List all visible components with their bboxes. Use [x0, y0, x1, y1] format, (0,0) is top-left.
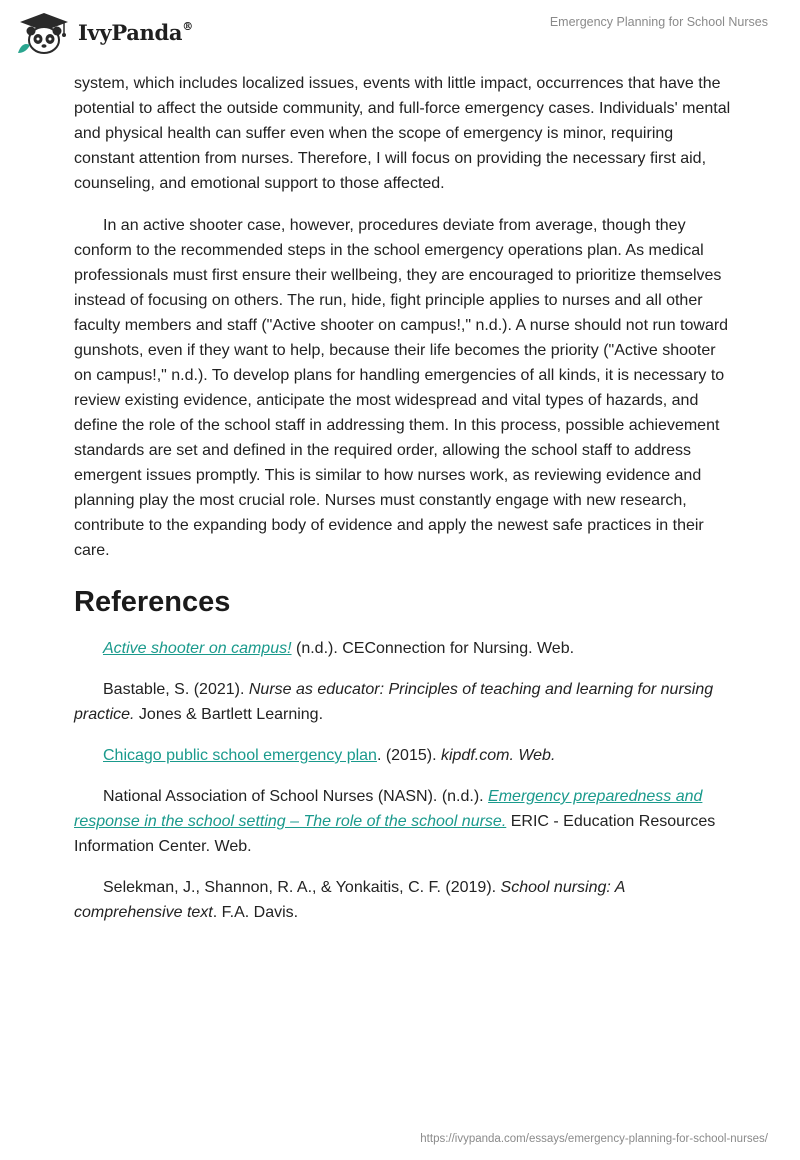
essay-content: [74, 71, 734, 941]
page-header: [0, 0, 800, 66]
reference-link[interactable]: Emergency preparedness and response in the school setting – The role of the school nurse.: [74, 788, 703, 830]
reference-item: Active shooter on campus! (n.d.). CEConnection for Nursing. Web.: [103, 640, 575, 657]
reference-link[interactable]: Chicago public school emergency plan: [103, 747, 377, 764]
reference-link[interactable]: Active shooter on campus!: [103, 640, 292, 657]
reference-item: Selekman, J., Shannon, R. A., & Yonkaitis, C. F. (2019). School nursing: A comprehensive text. F.A. Davis.: [74, 879, 625, 921]
reference-item: Bastable, S. (2021). Nurse as educator: Principles of teaching and learning for nursing practice. Jones & Bartlett Learning.: [74, 681, 714, 723]
brand-name[interactable]: IvyPanda®: [78, 20, 193, 45]
references-heading: References: [74, 586, 231, 618]
reference-item: National Association of School Nurses (NASN). (n.d.). Emergency preparedness and response in the school setting – The role of the school nurse. ERIC - Education Resources Information Center. Web.: [74, 788, 716, 855]
running-title: Emergency Planning for School Nurses: [549, 15, 768, 29]
references-list: [74, 636, 734, 925]
body-paragraph: system, which includes localized issues, events with little impact, occurrences that have the potential to affect the outside community, and full-force emergency cases. Individuals' mental and physical health can suffer even when the scope of emergency is minor, requiring constant attention from nurses. Therefore, I will focus on providing the necessary first aid, counseling, and emotional support to those affected.: [74, 75, 731, 192]
ivypanda-logo-icon[interactable]: [14, 9, 74, 57]
body-paragraph: In an active shooter case, however, procedures deviate from average, though they conform to the recommended steps in the school emergency operations plan. As medical professionals must first ensure their wellbeing, they are encouraged to prioritize themselves instead of focusing on others. The run, hide, fight principle applies to nurses and all other faculty members and staff ("Active shooter on campus!," n.d.). A nurse should not run toward gunshots, even if they want to help, because their life becomes the priority ("Active shooter on campus!," n.d.). To develop plans for handling emergencies of all kinds, it is necessary to review existing evidence, anticipate the most widespread and vital types of hazards, and define the role of the school staff in addressing them. In this process, possible achievement standards are set and defined in the required order, allowing the school staff to address emergent issues promptly. This is similar to how nurses work, as reviewing evidence and planning play the most crucial role. Nurses must constantly engage with new research, contribute to the expanding body of evidence and apply the newest safe practices in their care.: [74, 217, 729, 559]
footer-url[interactable]: https://ivypanda.com/essays/emergency-planning-for-school-nurses/: [420, 1133, 768, 1145]
reference-item: Chicago public school emergency plan. (2015). kipdf.com. Web.: [103, 747, 556, 764]
